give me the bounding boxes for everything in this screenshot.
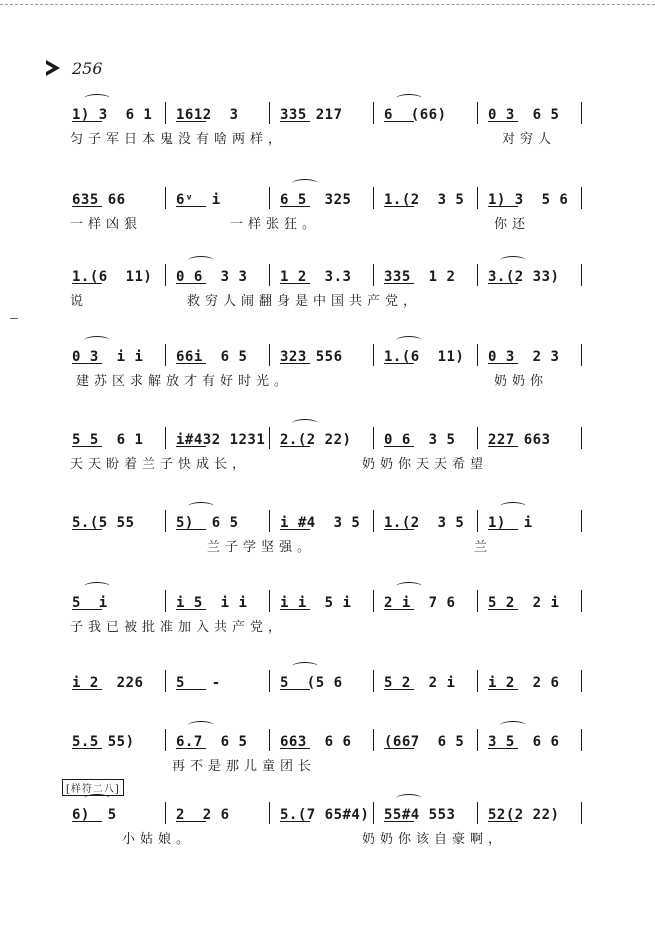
measure — [166, 342, 269, 366]
lyric-text: 一样凶狠 — [70, 217, 143, 232]
beam-underline — [384, 283, 414, 284]
lyrics-line — [62, 290, 582, 312]
slur-mark — [396, 794, 422, 803]
score-system — [62, 508, 582, 558]
measure-notes: 1) i — [488, 515, 533, 531]
beam-underline — [176, 121, 206, 122]
measure — [166, 185, 269, 209]
measure — [62, 425, 165, 449]
notation-line — [62, 588, 582, 612]
measure — [166, 508, 269, 532]
beam-underline — [72, 609, 102, 610]
measure — [166, 800, 269, 824]
beam-underline — [280, 206, 310, 207]
measure-notes: 6 (66) — [384, 107, 447, 123]
measure — [270, 668, 373, 692]
measure-notes: 1 2 3.3 — [280, 269, 352, 285]
lyrics-line — [62, 536, 582, 558]
notation-line — [62, 425, 582, 449]
measure — [374, 100, 477, 124]
measure — [166, 588, 269, 612]
measure — [374, 668, 477, 692]
measure-notes: 1) 3 6 1 — [72, 107, 153, 123]
lyric-text: 奶奶你 — [494, 374, 549, 389]
beam-underline — [280, 121, 310, 122]
lyric-text: 匀子军日本鬼没有啥两样， — [70, 132, 287, 147]
beam-underline — [488, 609, 518, 610]
measure — [270, 508, 373, 532]
slur-mark — [188, 502, 214, 511]
lyrics-line — [62, 696, 582, 718]
measure — [374, 342, 477, 366]
measure-notes: 635 66 — [72, 192, 126, 208]
measure-notes: i 2 2 6 — [488, 675, 560, 691]
measure-notes: 6 5 325 — [280, 192, 352, 208]
measure-notes: 1.(2 3 5 — [384, 515, 465, 531]
measure — [62, 727, 165, 751]
measure — [166, 100, 269, 124]
measure-notes: 55#4 553 — [384, 807, 456, 823]
measure-notes: 5) 6 5 — [176, 515, 239, 531]
notation-line — [62, 262, 582, 286]
lyrics-line — [62, 370, 582, 392]
measure-notes: 663 6 6 — [280, 734, 352, 750]
measure — [478, 100, 581, 124]
beam-underline — [280, 529, 310, 530]
lyric-text: 奶奶你该自豪啊， — [362, 832, 507, 847]
measure — [270, 342, 373, 366]
beam-underline — [488, 689, 518, 690]
measure-notes: 0 6 3 3 — [176, 269, 248, 285]
beam-underline — [488, 446, 518, 447]
beam-underline — [72, 363, 102, 364]
measure-notes: 5 5 6 1 — [72, 432, 144, 448]
beam-underline — [384, 609, 414, 610]
slur-mark — [292, 179, 318, 188]
bar-line — [581, 264, 582, 286]
margin-mark — [10, 318, 18, 319]
slur-mark — [500, 721, 526, 730]
beam-underline — [176, 748, 206, 749]
beam-underline — [384, 748, 414, 749]
score-system — [62, 425, 582, 475]
beam-underline — [488, 121, 518, 122]
measure-notes: 3 5 6 6 — [488, 734, 560, 750]
measure-notes: i i 5 i — [280, 595, 352, 611]
section-tag: [样符二八] — [62, 779, 124, 796]
measure — [166, 425, 269, 449]
measure-notes: 1612 3 — [176, 107, 239, 123]
measure-notes: 5.5 55) — [72, 734, 135, 750]
beam-underline — [280, 748, 310, 749]
beam-underline — [488, 363, 518, 364]
notation-line — [62, 508, 582, 532]
notation-line — [62, 185, 582, 209]
slur-mark — [84, 336, 110, 345]
measure — [374, 425, 477, 449]
notation-line — [62, 800, 582, 824]
lyric-text: 奶奶你天天希望 — [362, 457, 489, 472]
score-system — [62, 588, 582, 638]
page-arrow-icon — [44, 58, 62, 78]
measure-notes: 5 (5 6 — [280, 675, 343, 691]
beam-underline — [384, 689, 414, 690]
bar-line — [581, 187, 582, 209]
beam-underline — [280, 609, 310, 610]
measure-notes: i 5 i i — [176, 595, 248, 611]
measure — [62, 668, 165, 692]
measure — [478, 588, 581, 612]
measure-notes: 5 2 2 i — [384, 675, 456, 691]
measure — [270, 262, 373, 286]
measure — [374, 262, 477, 286]
measure — [270, 185, 373, 209]
beam-underline — [384, 206, 414, 207]
slur-mark — [396, 94, 422, 103]
lyric-text: 对穷人 — [502, 132, 557, 147]
measure-notes: 1.(6 11) — [384, 349, 465, 365]
measure-notes: 1.(2 3 5 — [384, 192, 465, 208]
lyric-text: 兰 — [474, 540, 493, 555]
beam-underline — [488, 529, 518, 530]
page-number: 256 — [72, 58, 103, 78]
bar-line — [581, 729, 582, 751]
lyrics-line — [62, 755, 582, 777]
beam-underline — [488, 206, 518, 207]
page-header — [44, 58, 103, 78]
beam-underline — [176, 446, 206, 447]
measure — [478, 668, 581, 692]
slur-mark — [188, 721, 214, 730]
beam-underline — [280, 446, 310, 447]
score-system — [62, 800, 582, 850]
measure-notes: 5 i — [72, 595, 108, 611]
measure — [166, 727, 269, 751]
measure-notes: 335 1 2 — [384, 269, 456, 285]
measure — [166, 262, 269, 286]
beam-underline — [72, 283, 102, 284]
lyric-text: 说 — [70, 294, 89, 309]
measure — [270, 100, 373, 124]
measure — [270, 425, 373, 449]
slur-mark — [500, 502, 526, 511]
beam-underline — [176, 206, 206, 207]
beam-underline — [176, 689, 206, 690]
lyrics-line — [62, 128, 582, 150]
lyrics-line — [62, 828, 582, 850]
measure — [478, 342, 581, 366]
score-system — [62, 100, 582, 150]
measure — [62, 185, 165, 209]
lyric-text: 兰子学坚强。 — [207, 540, 316, 555]
beam-underline — [384, 529, 414, 530]
notation-line — [62, 727, 582, 751]
measure — [166, 668, 269, 692]
measure-notes: 1.(6 11) — [72, 269, 153, 285]
bar-line — [581, 102, 582, 124]
beam-underline — [72, 206, 102, 207]
measure-notes: 0 3 2 3 — [488, 349, 560, 365]
beam-underline — [72, 121, 102, 122]
measure — [374, 727, 477, 751]
beam-underline — [72, 689, 102, 690]
measure-notes: 5 - — [176, 675, 221, 691]
measure-notes: 335 217 — [280, 107, 343, 123]
beam-underline — [384, 363, 414, 364]
beam-underline — [384, 121, 414, 122]
measure-notes: 52(2 22) — [488, 807, 560, 823]
lyric-text: 建苏区求解放才有好时光。 — [76, 374, 293, 389]
lyric-text: 你还 — [494, 217, 531, 232]
measure-notes: 0 3 6 5 — [488, 107, 560, 123]
measure-notes: i#432 1231 — [176, 432, 266, 448]
measure-notes: 5 2 2 i — [488, 595, 560, 611]
bar-line — [581, 427, 582, 449]
measure — [374, 800, 477, 824]
measure-notes: 6ᵛ i — [176, 192, 221, 208]
beam-underline — [72, 446, 102, 447]
lyric-text: 救穷人闹翻身是中国共产党， — [187, 294, 422, 309]
beam-underline — [72, 821, 102, 822]
beam-underline — [488, 821, 518, 822]
slur-mark — [188, 256, 214, 265]
measure-notes: 5.(7 65#4) — [280, 807, 370, 823]
measure-notes: (667 6 5 — [384, 734, 465, 750]
measure-notes: 2 2 6 — [176, 807, 230, 823]
measure — [270, 800, 373, 824]
notation-line — [62, 342, 582, 366]
lyric-text: 一样张狂。 — [230, 217, 321, 232]
measure-notes: 6.7 6 5 — [176, 734, 248, 750]
beam-underline — [280, 689, 310, 690]
measure-notes: 6) 5 — [72, 807, 117, 823]
lyric-text: 天天盼着兰子快成长， — [70, 457, 251, 472]
beam-underline — [72, 748, 102, 749]
lyric-text: 小姑娘。 — [122, 832, 195, 847]
lyric-text: 子我已被批准加入共产党， — [70, 620, 287, 635]
bar-line — [581, 802, 582, 824]
notation-line — [62, 100, 582, 124]
lyrics-line — [62, 616, 582, 638]
slur-mark — [500, 256, 526, 265]
beam-underline — [280, 283, 310, 284]
measure-notes: 2.(2 22) — [280, 432, 352, 448]
measure — [374, 588, 477, 612]
measure — [62, 588, 165, 612]
measure — [62, 100, 165, 124]
measure — [478, 727, 581, 751]
measure-notes: 66i 6 5 — [176, 349, 248, 365]
score-system — [62, 262, 582, 312]
beam-underline — [72, 529, 102, 530]
beam-underline — [488, 748, 518, 749]
measure — [478, 508, 581, 532]
beam-underline — [280, 821, 310, 822]
measure — [374, 508, 477, 532]
bar-line — [581, 510, 582, 532]
measure — [270, 588, 373, 612]
measure — [478, 425, 581, 449]
lyrics-line — [62, 453, 582, 475]
measure — [478, 800, 581, 824]
measure-notes: i 2 226 — [72, 675, 144, 691]
beam-underline — [384, 446, 414, 447]
measure — [478, 185, 581, 209]
beam-underline — [176, 363, 206, 364]
bar-line — [581, 590, 582, 612]
slur-mark — [84, 582, 110, 591]
beam-underline — [176, 529, 206, 530]
notation-line — [62, 668, 582, 692]
beam-underline — [384, 821, 414, 822]
measure-notes: 227 663 — [488, 432, 551, 448]
beam-underline — [280, 363, 310, 364]
bar-line — [581, 344, 582, 366]
slur-mark — [84, 94, 110, 103]
score-system — [62, 727, 582, 777]
measure-notes: 3.(2 33) — [488, 269, 560, 285]
slur-mark — [292, 662, 318, 671]
measure — [270, 727, 373, 751]
score-system — [62, 185, 582, 235]
bar-line — [581, 670, 582, 692]
measure-notes: i #4 3 5 — [280, 515, 361, 531]
slur-mark — [396, 582, 422, 591]
beam-underline — [488, 283, 518, 284]
measure — [62, 342, 165, 366]
measure-notes: 5.(5 55 — [72, 515, 135, 531]
measure — [62, 508, 165, 532]
measure — [62, 262, 165, 286]
beam-underline — [176, 609, 206, 610]
beam-underline — [176, 283, 206, 284]
score-system — [62, 342, 582, 392]
measure — [478, 262, 581, 286]
lyrics-line — [62, 213, 582, 235]
slur-mark — [292, 419, 318, 428]
measure-notes: 2 i 7 6 — [384, 595, 456, 611]
slur-mark — [396, 336, 422, 345]
measure-notes: 0 3 i i — [72, 349, 144, 365]
measure-notes: 1) 3 5 6 — [488, 192, 569, 208]
measure-notes: 323 556 — [280, 349, 343, 365]
measure — [374, 185, 477, 209]
score-system — [62, 668, 582, 718]
beam-underline — [176, 821, 206, 822]
measure-notes: 0 6 3 5 — [384, 432, 456, 448]
lyric-text: 再不是那儿童团长 — [172, 759, 317, 774]
top-border-rule — [0, 4, 655, 5]
measure — [62, 800, 165, 824]
